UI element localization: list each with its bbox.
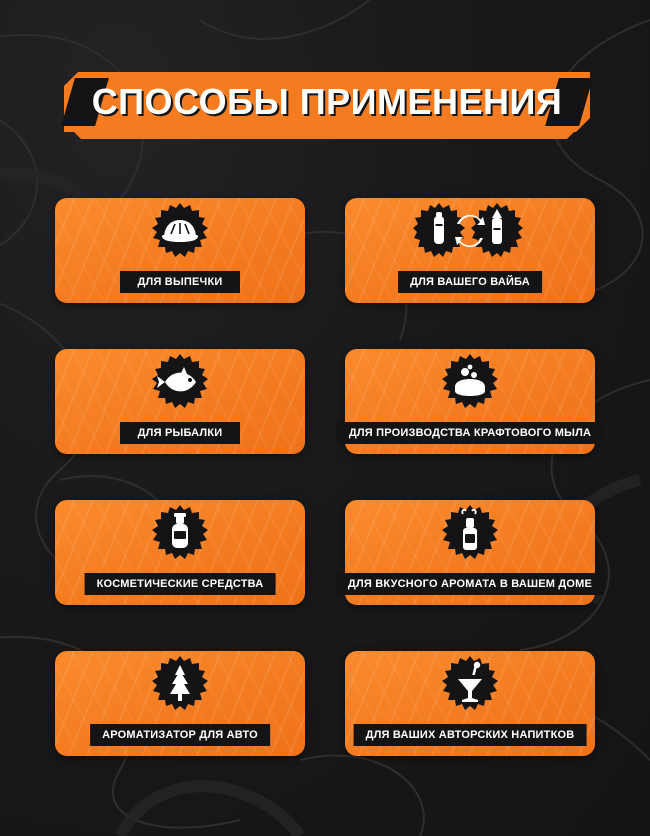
- tree-freshener-icon: [151, 655, 209, 713]
- soap-icon: [441, 353, 499, 411]
- usage-card-label: ДЛЯ ВАШИХ АВТОРСКИХ НАПИТКОВ: [354, 724, 587, 746]
- fish-icon: [151, 353, 209, 411]
- usage-card-label: ДЛЯ ВЫПЕЧКИ: [120, 271, 240, 293]
- usage-cards-grid: [55, 198, 595, 756]
- usage-card[interactable]: [345, 651, 595, 756]
- usage-card-label: ДЛЯ ПРОИЗВОДСТВА КРАФТОВОГО МЫЛА: [337, 422, 603, 444]
- title-underbar: [74, 132, 574, 139]
- usage-card[interactable]: [55, 349, 305, 454]
- poster-title-banner: [0, 72, 650, 142]
- diffuser-icon: [441, 504, 499, 562]
- usage-card[interactable]: [345, 349, 595, 454]
- pie-icon: [151, 202, 209, 260]
- cosmetic-bottle-icon: [151, 504, 209, 562]
- usage-card[interactable]: [345, 198, 595, 303]
- usage-card[interactable]: [55, 651, 305, 756]
- usage-card-label: ДЛЯ ВКУСНОГО АРОМАТА В ВАШЕМ ДОМЕ: [336, 573, 604, 595]
- usage-card[interactable]: [55, 500, 305, 605]
- usage-card[interactable]: [55, 198, 305, 303]
- usage-card[interactable]: [345, 500, 595, 605]
- cocktail-icon: [441, 655, 499, 713]
- vape-swap-icon: [410, 202, 530, 260]
- page-title: СПОСОБЫ ПРИМЕНЕНИЯ: [91, 81, 563, 122]
- usage-card-label: ДЛЯ РЫБАЛКИ: [120, 422, 240, 444]
- usage-card-label: АРОМАТИЗАТОР ДЛЯ АВТО: [90, 724, 270, 746]
- usage-card-label: ДЛЯ ВАШЕГО ВАЙБА: [398, 271, 542, 293]
- usage-card-label: КОСМЕТИЧЕСКИЕ СРЕДСТВА: [85, 573, 276, 595]
